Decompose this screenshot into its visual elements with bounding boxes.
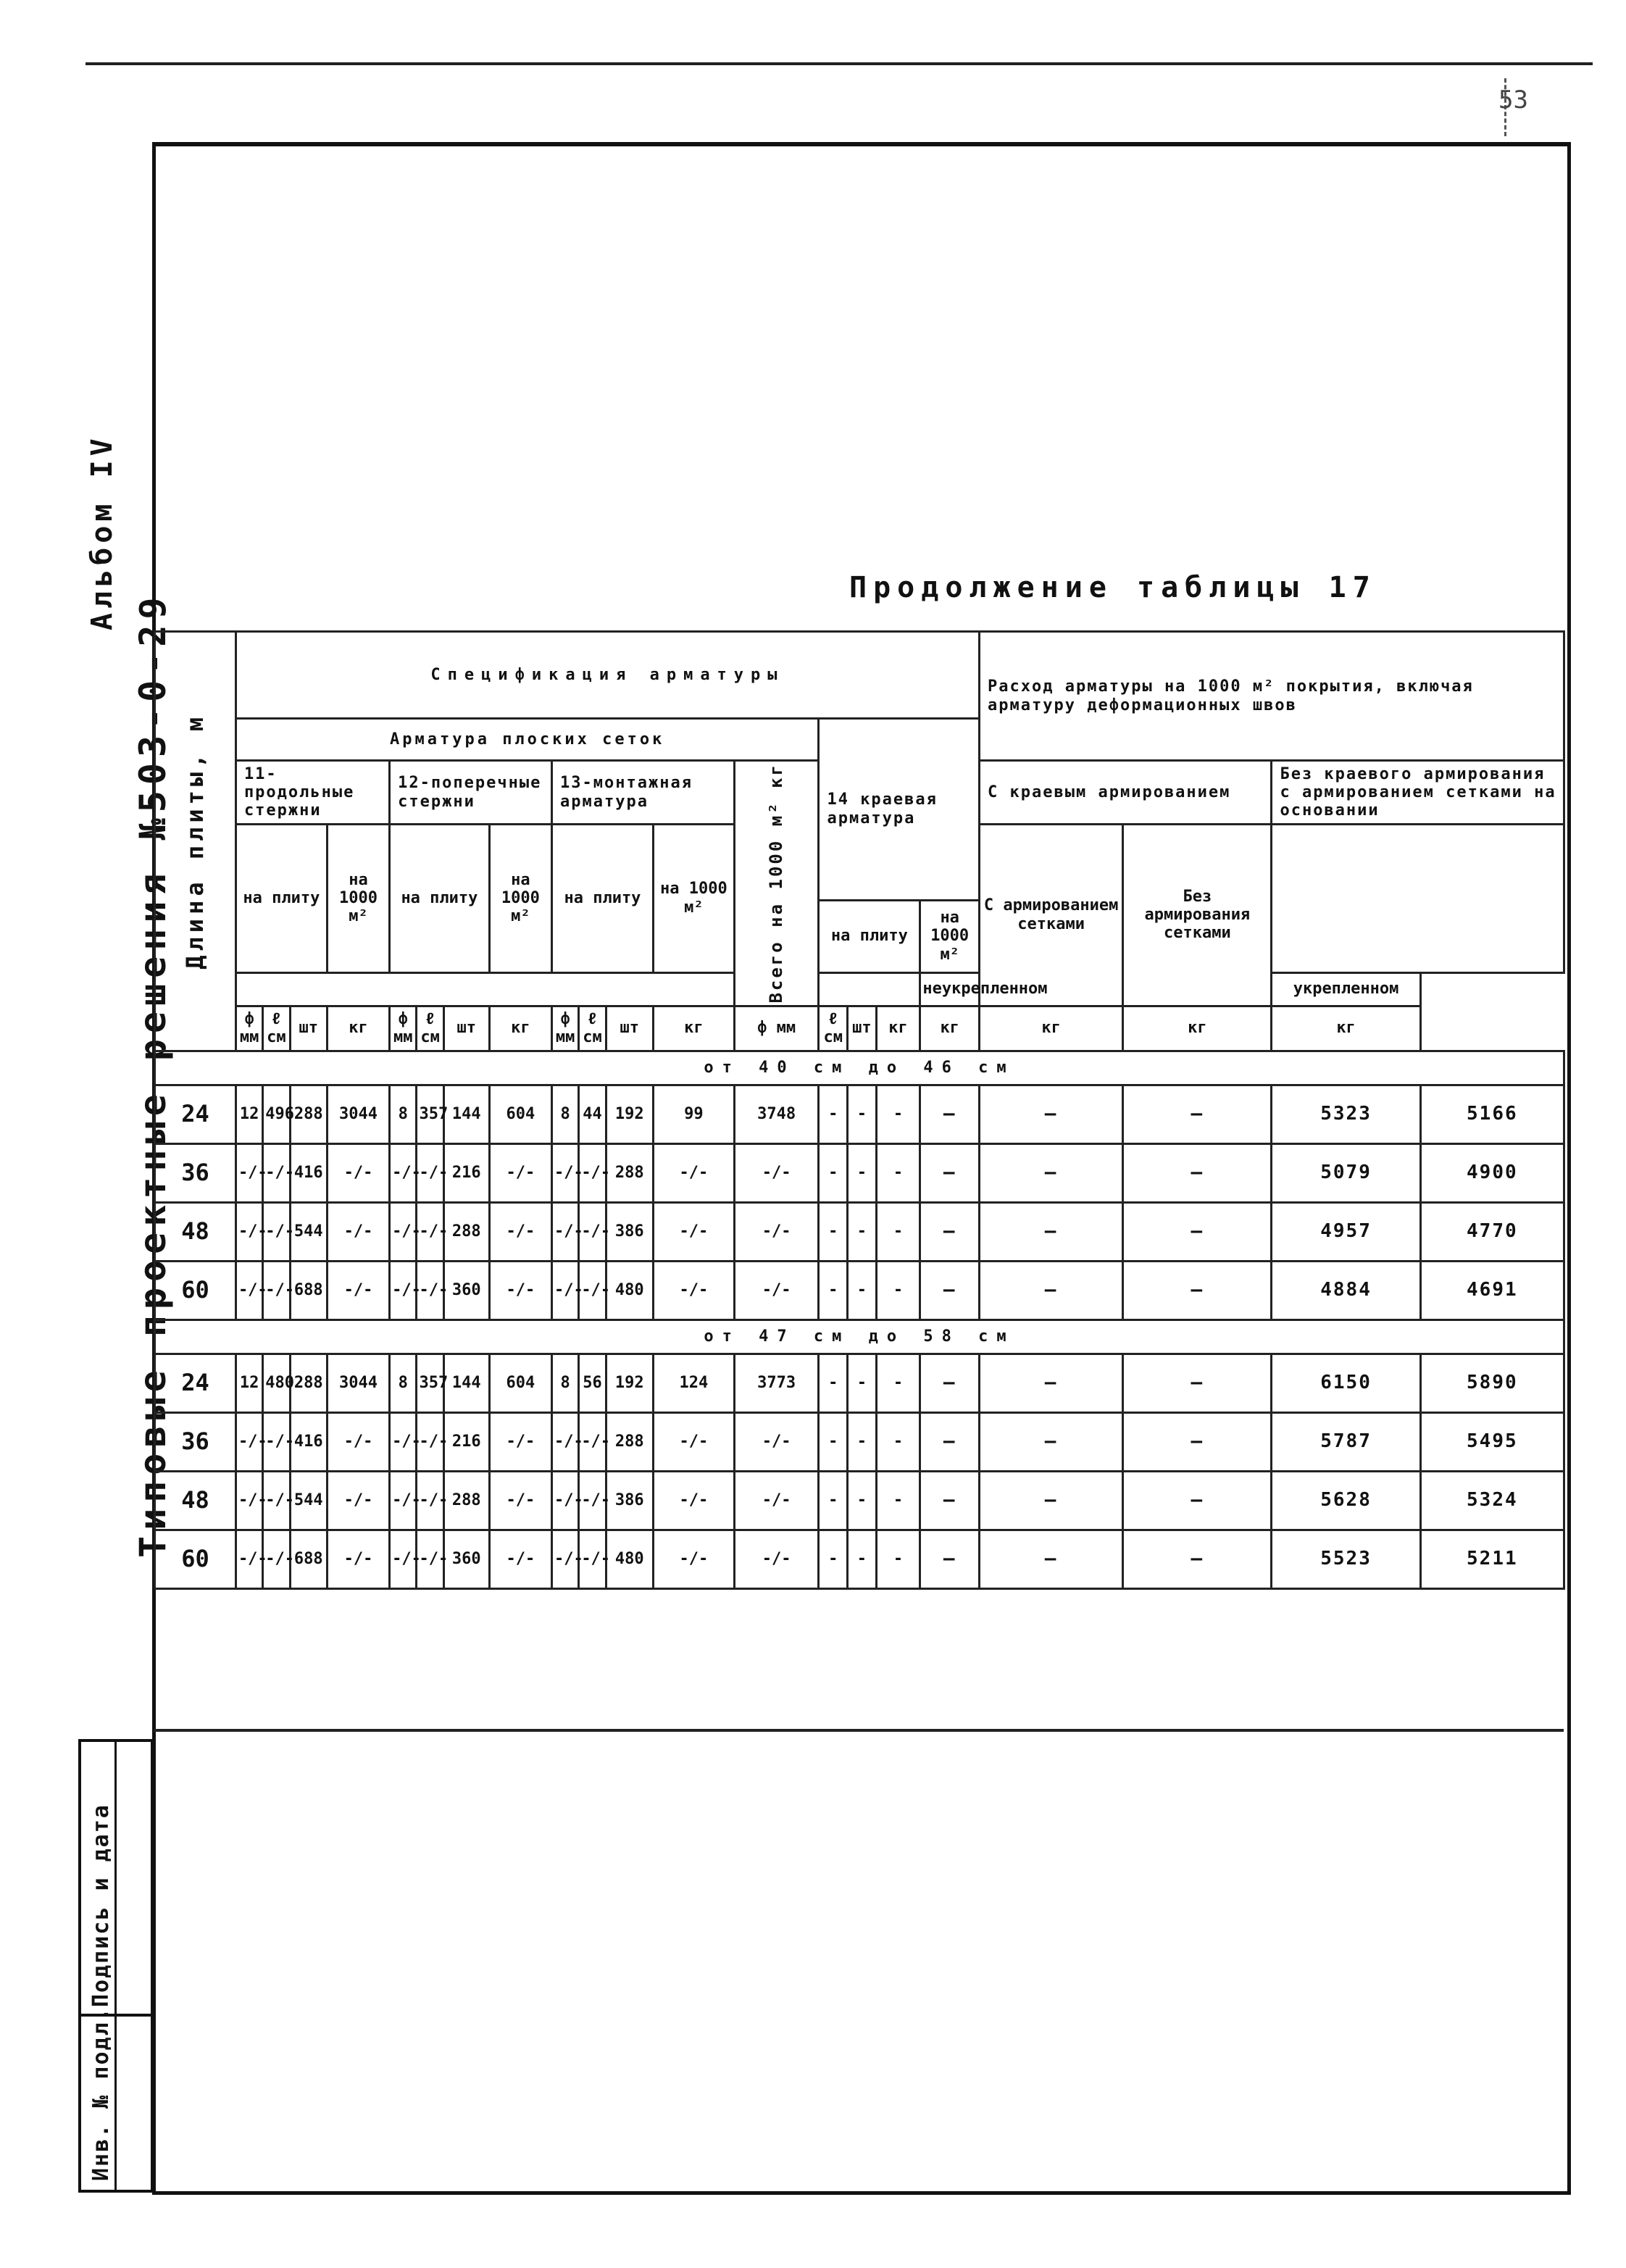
table-cell: -/-: [263, 1530, 290, 1588]
table-cell: —: [980, 1143, 1123, 1202]
table-cell: -/-: [417, 1143, 443, 1202]
table-cell: -/-: [734, 1261, 819, 1319]
plate-length-cell: 24: [155, 1085, 236, 1143]
g12-phi: ф мм: [390, 1006, 417, 1051]
g14-phi: ф мм: [734, 1006, 819, 1051]
table-cell: 688: [290, 1530, 327, 1588]
table-cell: 544: [290, 1202, 327, 1261]
table-cell: -/-: [263, 1202, 290, 1261]
table-cell: -: [819, 1530, 848, 1588]
table-cell: -: [819, 1471, 848, 1530]
table-row: [155, 1261, 1564, 1319]
table-cell: 5628: [1272, 1471, 1420, 1530]
table-cell: -/-: [734, 1530, 819, 1588]
series-label: Типовые проектные решения №503-0-29: [132, 591, 174, 1558]
table-cell: —: [1123, 1143, 1272, 1202]
table-cell: -/-: [417, 1530, 443, 1588]
table-cell: 124: [653, 1354, 734, 1412]
g14-per-1000: на 1000 м²: [920, 900, 980, 972]
table-cell: -/-: [489, 1530, 551, 1588]
table-cell: 216: [443, 1412, 489, 1471]
table-cell: -/-: [734, 1202, 819, 1261]
table-cell: -: [876, 1085, 920, 1143]
table-cell: -/-: [235, 1412, 262, 1471]
table-cell: -: [876, 1530, 920, 1588]
table-cell: 360: [443, 1530, 489, 1588]
table-cell: -/-: [327, 1412, 389, 1471]
table-cell: -: [876, 1471, 920, 1530]
table-cell: -/-: [653, 1261, 734, 1319]
g11-kg: кг: [327, 1006, 389, 1051]
table-cell: -: [819, 1143, 848, 1202]
table-cell: 480: [263, 1354, 290, 1412]
table-row: [155, 1530, 1564, 1588]
table-cell: -: [848, 1085, 877, 1143]
table-cell: -/-: [579, 1530, 606, 1588]
table-cell: 216: [443, 1143, 489, 1202]
g13-per-plate: на плиту: [552, 825, 654, 973]
g11-per-plate: на плиту: [235, 825, 327, 973]
table-cell: -: [848, 1143, 877, 1202]
table-cell: —: [1123, 1412, 1272, 1471]
spacer: [235, 972, 920, 1006]
g13-per-1000: на 1000 м²: [653, 825, 734, 973]
table-cell: -/-: [552, 1530, 579, 1588]
stamp-signature-label: Подпись и дата: [88, 1804, 114, 2007]
table-cell: 688: [290, 1261, 327, 1319]
table-cell: —: [1123, 1530, 1272, 1588]
table-cell: 604: [489, 1354, 551, 1412]
table-cell: 480: [606, 1261, 653, 1319]
table-cell: 288: [290, 1354, 327, 1412]
mounting-rebar-header: 13-монтажная арматура: [552, 761, 735, 825]
table-cell: 416: [290, 1143, 327, 1202]
plate-length-header: Длина плиты, м: [155, 632, 236, 1051]
table-cell: -/-: [390, 1530, 417, 1588]
table-cell: -/-: [327, 1471, 389, 1530]
table-row: [155, 1471, 1564, 1530]
flat-mesh-header: Арматура плоских сеток: [235, 719, 819, 761]
table-cell: -/-: [417, 1202, 443, 1261]
table-cell: -: [848, 1412, 877, 1471]
table-cell: 192: [606, 1085, 653, 1143]
table-cell: -/-: [327, 1530, 389, 1588]
table-cell: 5523: [1272, 1530, 1420, 1588]
table-cell: —: [920, 1085, 980, 1143]
table-cell: —: [920, 1412, 980, 1471]
table-cell: 544: [290, 1471, 327, 1530]
g13-len: ℓ см: [579, 1006, 606, 1051]
table-cell: 4884: [1272, 1261, 1420, 1319]
table-cell: -/-: [579, 1202, 606, 1261]
edge-rebar-header: 14 краевая арматура: [819, 719, 980, 901]
g11-len: ℓ см: [263, 1006, 290, 1051]
table-cell: 8: [390, 1354, 417, 1412]
table-cell: -/-: [734, 1471, 819, 1530]
table-cell: -/-: [390, 1412, 417, 1471]
table-title: Продолжение таблицы 17: [849, 571, 1377, 604]
group1-body: [155, 1051, 1564, 1319]
table-cell: —: [920, 1261, 980, 1319]
reinforced-kg: кг: [1272, 1006, 1420, 1051]
table-cell: -/-: [327, 1261, 389, 1319]
table-cell: 4691: [1420, 1261, 1564, 1319]
table-cell: 4770: [1420, 1202, 1564, 1261]
table-cell: 5323: [1272, 1085, 1420, 1143]
table-cell: -/-: [552, 1471, 579, 1530]
reinforced-header: укрепленном: [1272, 972, 1420, 1006]
table-cell: -/-: [489, 1471, 551, 1530]
table-row: [155, 1143, 1564, 1202]
table-cell: 8: [390, 1085, 417, 1143]
table-cell: 3044: [327, 1354, 389, 1412]
table-cell: -/-: [235, 1530, 262, 1588]
table-cell: —: [980, 1412, 1123, 1471]
range1-label: от 40 см до 46 см: [155, 1051, 1564, 1085]
g11-phi: ф мм: [235, 1006, 262, 1051]
table-cell: -/-: [489, 1412, 551, 1471]
top-rule: [86, 62, 1593, 65]
table-cell: -/-: [579, 1471, 606, 1530]
table-cell: 5211: [1420, 1530, 1564, 1588]
table-cell: -/-: [579, 1143, 606, 1202]
table-cell: -/-: [235, 1143, 262, 1202]
g12-pcs: шт: [443, 1006, 489, 1051]
table-cell: 5787: [1272, 1412, 1420, 1471]
table-row: [155, 1412, 1564, 1471]
with-mesh-kg: кг: [920, 1006, 980, 1051]
table-cell: -: [848, 1202, 877, 1261]
table-cell: —: [920, 1471, 980, 1530]
table-cell: —: [980, 1471, 1123, 1530]
consumption-header: Расход арматуры на 1000 м² покрытия, включая арматуру деформационных швов: [980, 632, 1564, 761]
total-header: Всего на 1000 м² кг: [734, 761, 819, 1006]
plate-length-cell: 48: [155, 1471, 236, 1530]
unreinforced-kg: кг: [1123, 1006, 1272, 1051]
table-cell: -/-: [417, 1471, 443, 1530]
table-cell: —: [980, 1354, 1123, 1412]
table-cell: -/-: [417, 1412, 443, 1471]
stamp-vline: [114, 1742, 117, 2190]
table-cell: 44: [579, 1085, 606, 1143]
table-cell: -/-: [579, 1261, 606, 1319]
table-cell: -/-: [489, 1143, 551, 1202]
spec-header: Спецификация арматуры: [235, 632, 979, 719]
table-cell: -/-: [390, 1202, 417, 1261]
table-cell: —: [980, 1202, 1123, 1261]
table-cell: -/-: [263, 1143, 290, 1202]
table-cell: -: [876, 1202, 920, 1261]
table-cell: —: [980, 1085, 1123, 1143]
plate-length-cell: 60: [155, 1261, 236, 1319]
table-cell: —: [920, 1530, 980, 1588]
table-cell: 357: [417, 1085, 443, 1143]
table-cell: 5890: [1420, 1354, 1564, 1412]
table-cell: -/-: [390, 1143, 417, 1202]
g13-phi: ф мм: [552, 1006, 579, 1051]
g14-len: ℓ см: [819, 1006, 848, 1051]
g11-pcs: шт: [290, 1006, 327, 1051]
table-cell: 360: [443, 1261, 489, 1319]
table-cell: 480: [606, 1530, 653, 1588]
without-mesh-header: Без армирования сетками: [1123, 825, 1272, 1006]
table-cell: 416: [290, 1412, 327, 1471]
table-cell: -: [848, 1261, 877, 1319]
table-cell: —: [1123, 1085, 1272, 1143]
table-cell: 99: [653, 1085, 734, 1143]
table-cell: -/-: [263, 1261, 290, 1319]
table-cell: —: [920, 1354, 980, 1412]
table-cell: 288: [606, 1412, 653, 1471]
plate-length-cell: 36: [155, 1143, 236, 1202]
album-label: Альбом IV: [86, 434, 119, 630]
table-cell: -/-: [653, 1530, 734, 1588]
table-cell: -: [819, 1354, 848, 1412]
table-cell: 288: [443, 1202, 489, 1261]
g13-pcs: шт: [606, 1006, 653, 1051]
table-cell: -: [819, 1412, 848, 1471]
table-cell: -/-: [552, 1143, 579, 1202]
table-cell: 144: [443, 1085, 489, 1143]
table-cell: -/-: [390, 1261, 417, 1319]
table-cell: —: [920, 1202, 980, 1261]
on-base-header: [1272, 825, 1564, 973]
table-cell: 496: [263, 1085, 290, 1143]
table-cell: -/-: [653, 1202, 734, 1261]
table-cell: -/-: [489, 1261, 551, 1319]
table-cell: -/-: [653, 1143, 734, 1202]
table-cell: 12: [235, 1354, 262, 1412]
table-cell: —: [1123, 1202, 1272, 1261]
table-cell: -: [819, 1085, 848, 1143]
table-cell: 3748: [734, 1085, 819, 1143]
table-cell: 3773: [734, 1354, 819, 1412]
table-cell: -: [819, 1202, 848, 1261]
table-cell: -/-: [579, 1412, 606, 1471]
table-cell: 8: [552, 1085, 579, 1143]
table-cell: -/-: [327, 1202, 389, 1261]
table-row: [155, 1202, 1564, 1261]
table-row: [155, 1085, 1564, 1143]
table-cell: -/-: [390, 1471, 417, 1530]
table-bottom-rule: [154, 1729, 1564, 1732]
with-edge-header: С краевым армированием: [980, 761, 1272, 825]
table-cell: 8: [552, 1354, 579, 1412]
table-cell: 288: [443, 1471, 489, 1530]
table-cell: 386: [606, 1202, 653, 1261]
table-cell: -: [819, 1261, 848, 1319]
group2-body: [155, 1319, 1564, 1588]
table-cell: —: [1123, 1354, 1272, 1412]
table-cell: -/-: [734, 1412, 819, 1471]
table-cell: -/-: [235, 1261, 262, 1319]
table-cell: -/-: [653, 1471, 734, 1530]
g14-kg: кг: [876, 1006, 920, 1051]
table-cell: 357: [417, 1354, 443, 1412]
table-cell: -: [848, 1471, 877, 1530]
stamp-inventory-label: Инв. № подл.: [88, 2006, 114, 2181]
table-cell: 3044: [327, 1085, 389, 1143]
plate-length-cell: 60: [155, 1530, 236, 1588]
longitudinal-bars-header: 11-продольные стержни: [235, 761, 389, 825]
table-cell: -/-: [327, 1143, 389, 1202]
table-cell: -/-: [489, 1202, 551, 1261]
table-cell: -/-: [653, 1412, 734, 1471]
g11-per-1000: на 1000 м²: [327, 825, 389, 973]
table-cell: -/-: [417, 1261, 443, 1319]
table-cell: -/-: [263, 1471, 290, 1530]
table-cell: 6150: [1272, 1354, 1420, 1412]
table-cell: -/-: [552, 1202, 579, 1261]
table-cell: —: [1123, 1261, 1272, 1319]
table-cell: 5166: [1420, 1085, 1564, 1143]
g14-pcs: шт: [848, 1006, 877, 1051]
table-cell: -/-: [552, 1412, 579, 1471]
without-edge-header: Без краевого армирования с армированием сетками на основании: [1272, 761, 1564, 825]
g13-kg: кг: [653, 1006, 734, 1051]
table-cell: -: [848, 1354, 877, 1412]
g12-kg: кг: [489, 1006, 551, 1051]
g12-len: ℓ см: [417, 1006, 443, 1051]
spec-table: [154, 630, 1565, 1590]
table-cell: -: [876, 1143, 920, 1202]
table-cell: -: [848, 1530, 877, 1588]
table-cell: 12: [235, 1085, 262, 1143]
table-cell: 5495: [1420, 1412, 1564, 1471]
page-number: 53: [1498, 86, 1528, 114]
g14-per-plate: на плиту: [819, 900, 920, 972]
without-mesh-kg: кг: [980, 1006, 1123, 1051]
table-cell: 288: [606, 1143, 653, 1202]
table-cell: 192: [606, 1354, 653, 1412]
table-cell: -: [876, 1412, 920, 1471]
table-cell: 56: [579, 1354, 606, 1412]
table-cell: 5324: [1420, 1471, 1564, 1530]
table-cell: -/-: [263, 1412, 290, 1471]
table-cell: 4957: [1272, 1202, 1420, 1261]
table-cell: —: [980, 1261, 1123, 1319]
table-cell: 144: [443, 1354, 489, 1412]
table-row: [155, 1354, 1564, 1412]
table-cell: 386: [606, 1471, 653, 1530]
table-cell: 5079: [1272, 1143, 1420, 1202]
table-cell: 288: [290, 1085, 327, 1143]
transverse-bars-header: 12-поперечные стержни: [390, 761, 552, 825]
g12-per-plate: на плиту: [390, 825, 490, 973]
table-cell: —: [980, 1530, 1123, 1588]
plate-length-cell: 48: [155, 1202, 236, 1261]
table-cell: 4900: [1420, 1143, 1564, 1202]
plate-length-cell: 36: [155, 1412, 236, 1471]
table-cell: -/-: [235, 1471, 262, 1530]
table-cell: -/-: [734, 1143, 819, 1202]
range2-label: от 47 см до 58 см: [155, 1319, 1564, 1354]
g12-per-1000: на 1000 м²: [489, 825, 551, 973]
table-cell: —: [1123, 1471, 1272, 1530]
table-cell: —: [920, 1143, 980, 1202]
plate-length-cell: 24: [155, 1354, 236, 1412]
table-cell: -: [876, 1354, 920, 1412]
table-cell: -: [876, 1261, 920, 1319]
with-mesh-header: С армированием сетками: [980, 825, 1123, 1006]
table-cell: 604: [489, 1085, 551, 1143]
table-cell: -/-: [552, 1261, 579, 1319]
table-cell: -/-: [235, 1202, 262, 1261]
unreinforced-header: неукрепленном: [920, 972, 980, 1006]
